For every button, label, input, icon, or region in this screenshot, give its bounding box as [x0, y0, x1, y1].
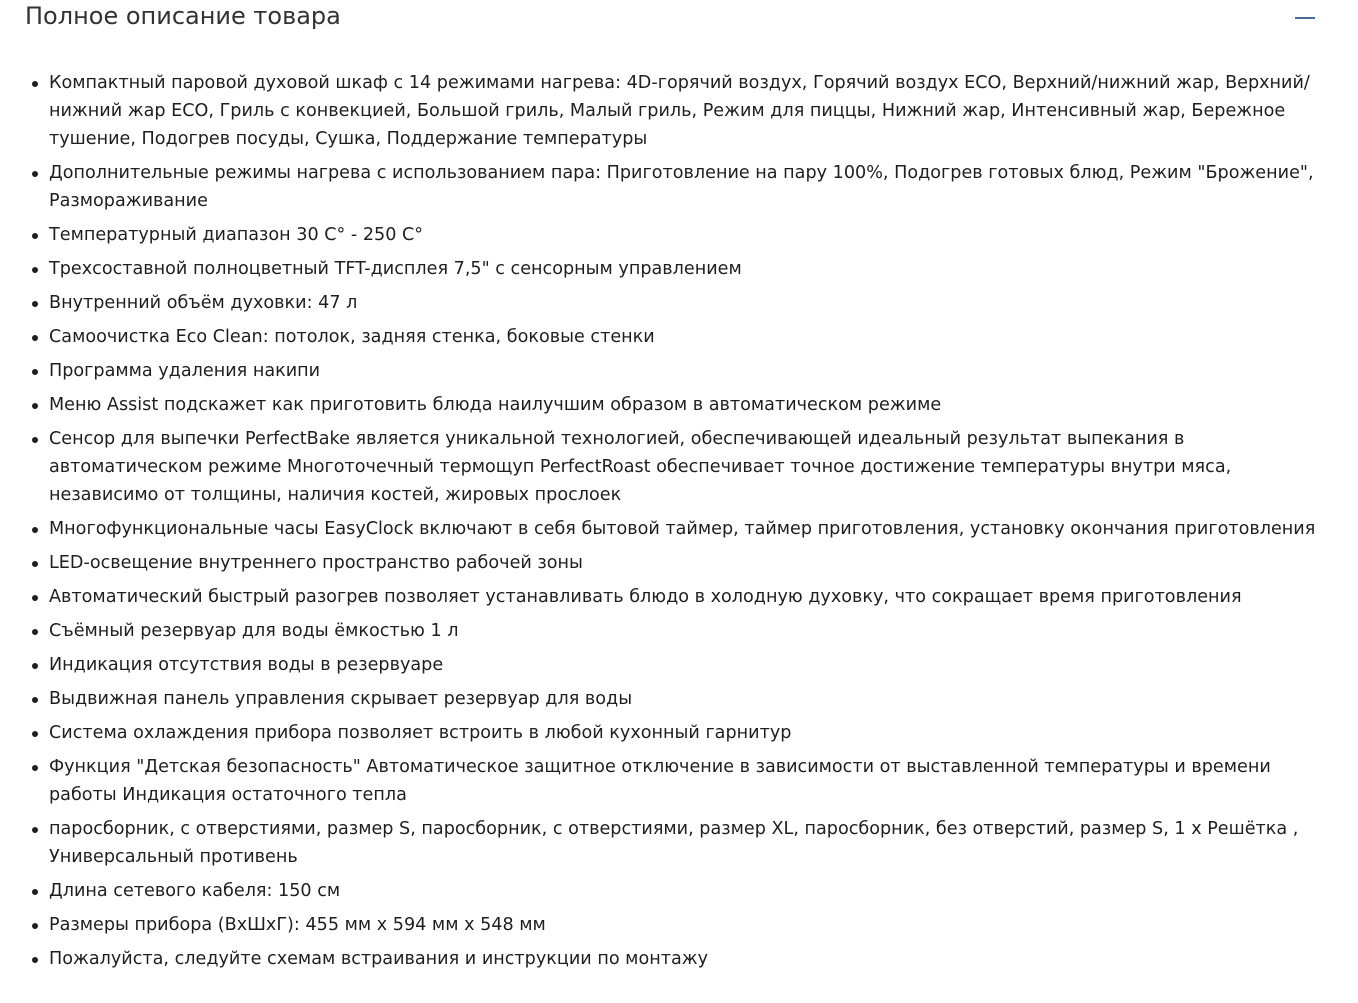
bullet-icon — [32, 731, 38, 737]
list-item — [49, 323, 1339, 351]
bullet-icon — [32, 629, 38, 635]
collapse-toggle-button[interactable] — [1290, 6, 1320, 30]
list-item-text: LED-освещение внутреннего пространство рабочей зоны — [49, 553, 583, 573]
bullet-icon — [32, 437, 38, 443]
list-item-text: Пожалуйста, следуйте схемам встраивания и инструкции по монтажу — [49, 949, 709, 969]
bullet-icon — [32, 369, 38, 375]
list-item-text: Внутренний объём духовки: 47 л — [49, 293, 358, 313]
list-item — [49, 945, 1339, 973]
list-item — [49, 515, 1339, 543]
list-item — [49, 69, 1339, 153]
list-item — [49, 583, 1339, 611]
bullet-icon — [32, 527, 38, 533]
list-item — [49, 685, 1339, 713]
list-item-text: Сенсор для выпечки PerfectBake является уникальной технологией, обеспечивающей идеальный результат выпекания в автоматическом режиме Многоточечный термощуп PerfectRoast обеспечивает точное достижение температуры внутри мяса, независимо от толщины, наличия костей, жировых прослоек — [49, 429, 1232, 505]
bullet-icon — [32, 403, 38, 409]
list-item-text: Размеры прибора (ВхШхГ): 455 мм x 594 мм x 548 мм — [49, 915, 546, 935]
list-item — [49, 159, 1339, 215]
list-item — [49, 425, 1339, 509]
list-item — [49, 221, 1339, 249]
bullet-icon — [32, 171, 38, 177]
list-item — [49, 911, 1339, 939]
list-item-text: Программа удаления накипи — [49, 361, 321, 381]
minus-icon — [1295, 17, 1315, 19]
list-item-text: паросборник, с отверстиями, размер S, паросборник, с отверстиями, размер XL, паросборник, без отверстий, размер S, 1 x Решётка , Универсальный противень — [49, 819, 1299, 867]
list-item-text: Компактный паровой духовой шкаф с 14 режимами нагрева: 4D-горячий воздух, Горячий воздух ECO, Верхний/нижний жар, Верхний/нижний жар ECO, Гриль с конвекцией, Большой гриль, Малый гриль, Режим для пиццы, Нижний жар, Интенсивный жар, Бережное тушение, Подогрев посуды, Сушка, Поддержание температуры — [49, 73, 1310, 149]
bullet-icon — [32, 595, 38, 601]
list-item-text: Длина сетевого кабеля: 150 см — [49, 881, 341, 901]
bullet-icon — [32, 335, 38, 341]
list-item-text: Съёмный резервуар для воды ёмкостью 1 л — [49, 621, 459, 641]
bullet-icon — [32, 923, 38, 929]
bullet-icon — [32, 827, 38, 833]
list-item — [49, 719, 1339, 747]
bullet-icon — [32, 957, 38, 963]
section-title: Полное описание товара — [25, 2, 341, 30]
list-item-text: Температурный диапазон 30 C° - 250 C° — [49, 225, 424, 245]
feature-list — [49, 69, 1339, 979]
list-item — [49, 391, 1339, 419]
list-item-text: Меню Assist подскажет как приготовить блюда наилучшим образом в автоматическом режиме — [49, 395, 942, 415]
bullet-icon — [32, 765, 38, 771]
list-item-text: Индикация отсутствия воды в резервуаре — [49, 655, 444, 675]
section-header[interactable] — [0, 0, 1358, 40]
list-item-text: Многофункциональные часы EasyClock включают в себя бытовой таймер, таймер приготовления, установку окончания приготовления — [49, 519, 1316, 539]
list-item — [49, 255, 1339, 283]
list-item — [49, 753, 1339, 809]
bullet-icon — [32, 81, 38, 87]
list-item — [49, 549, 1339, 577]
list-item-text: Трехсоставной полноцветный TFT-дисплея 7,5" с сенсорным управлением — [49, 259, 742, 279]
list-item — [49, 357, 1339, 385]
bullet-icon — [32, 301, 38, 307]
list-item-text: Дополнительные режимы нагрева с использованием пара: Приготовление на пару 100%, Подогрев готовых блюд, Режим "Брожение", Размораживание — [49, 163, 1314, 211]
bullet-icon — [32, 561, 38, 567]
bullet-icon — [32, 663, 38, 669]
list-item-text: Выдвижная панель управления скрывает резервуар для воды — [49, 689, 633, 709]
bullet-icon — [32, 889, 38, 895]
bullet-icon — [32, 233, 38, 239]
list-item — [49, 651, 1339, 679]
bullet-icon — [32, 267, 38, 273]
list-item-text: Автоматический быстрый разогрев позволяет устанавливать блюдо в холодную духовку, что сокращает время приготовления — [49, 587, 1242, 607]
list-item — [49, 877, 1339, 905]
list-item — [49, 815, 1339, 871]
bullet-icon — [32, 697, 38, 703]
list-item — [49, 289, 1339, 317]
list-item-text: Самоочистка Eco Clean: потолок, задняя стенка, боковые стенки — [49, 327, 655, 347]
list-item-text: Функция "Детская безопасность" Автоматическое защитное отключение в зависимости от выставленной температуры и времени работы Индикация остаточного тепла — [49, 757, 1271, 805]
list-item-text: Система охлаждения прибора позволяет встроить в любой кухонный гарнитур — [49, 723, 792, 743]
list-item — [49, 617, 1339, 645]
